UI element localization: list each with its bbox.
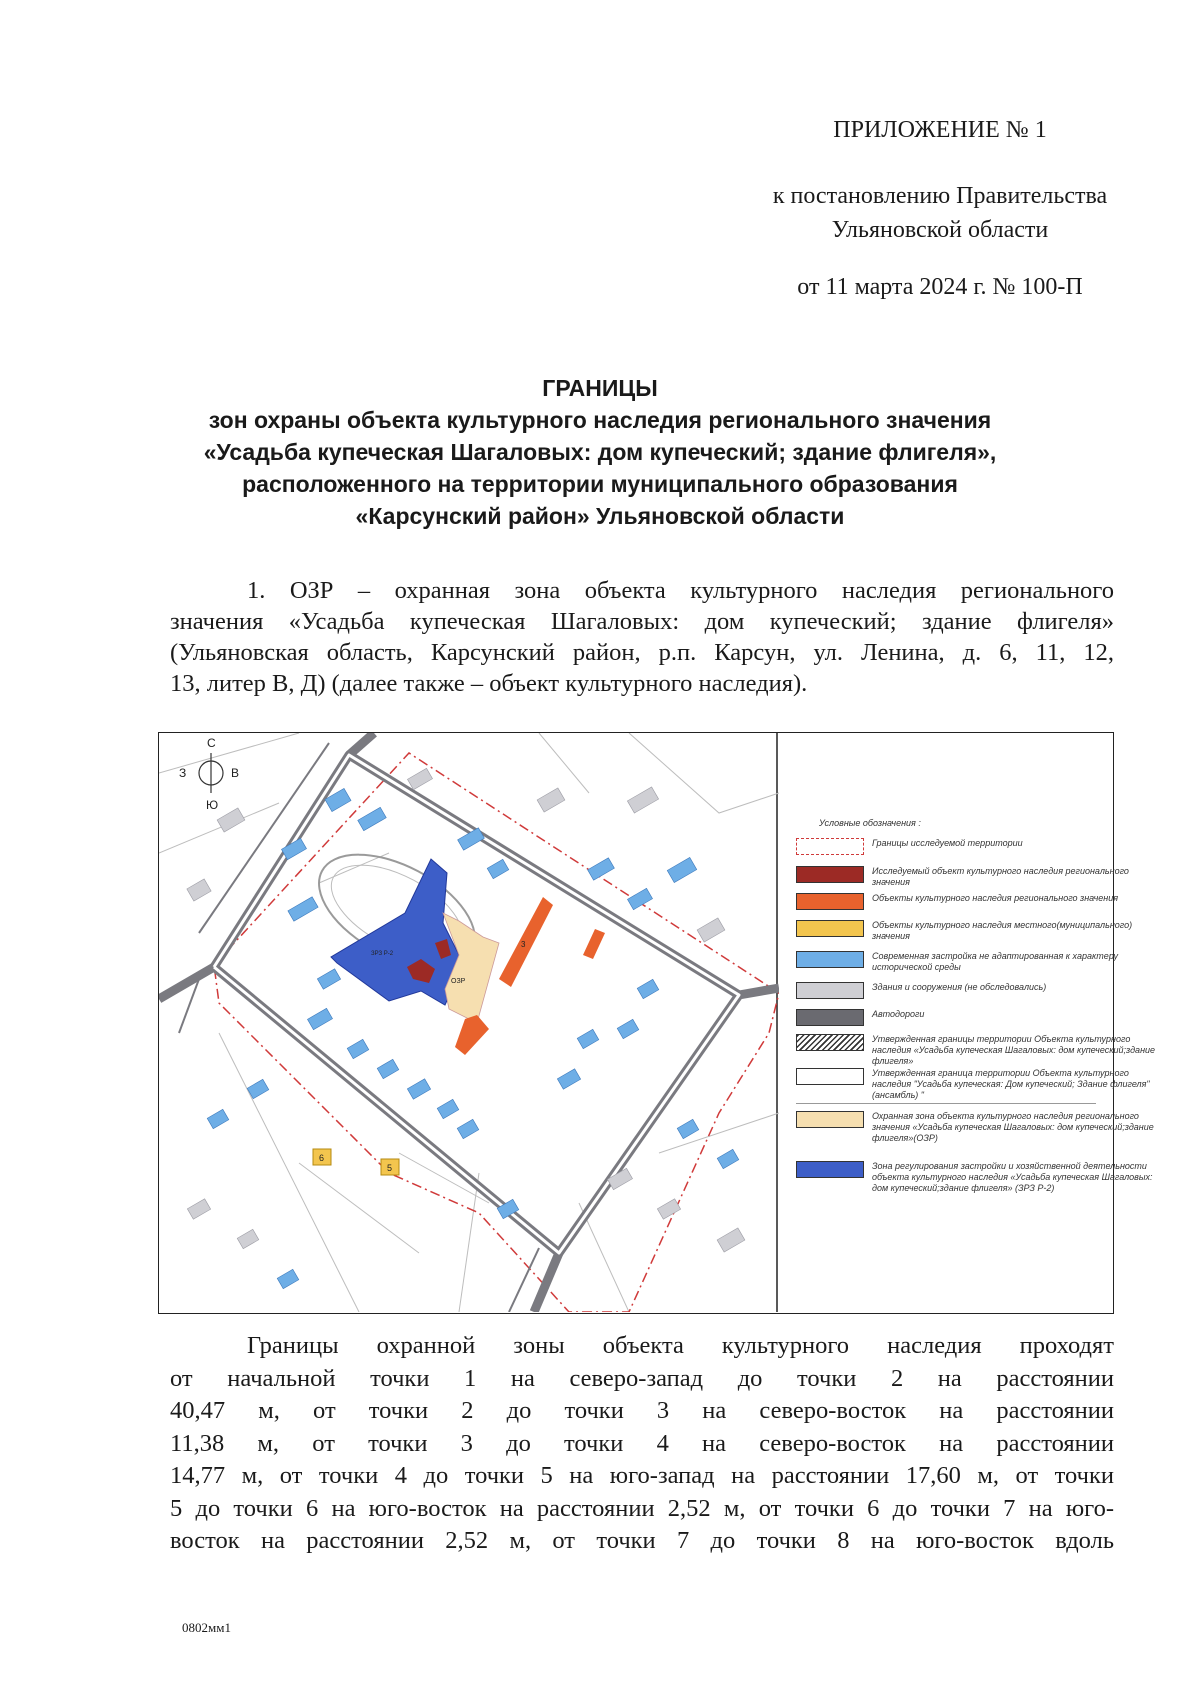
legend-label: Охранная зона объекта культурного наследия регионального значения «Усадьба купеческая Шагаловых: дом купеческий;здание флигеля»(ОЗР) <box>872 1111 1154 1143</box>
resolution-line2: Ульяновской области <box>831 217 1049 243</box>
legend-title: Условные обозначения : <box>819 818 921 828</box>
section2-line7: восток на расстоянии 2,52 м, от точки 7 до точки 8 на юго-восток вдоль <box>170 1527 1114 1554</box>
section1-line4: 13, литер В, Д) (далее также – объект культурного наследия). <box>170 670 808 697</box>
legend-separator <box>796 1103 1096 1104</box>
section2-line2: от начальной точки 1 на северо-запад до точки 2 на расстоянии <box>170 1364 1114 1392</box>
document-code: 0802мм1 <box>182 1620 231 1635</box>
heritage-number-5: 5 <box>387 1163 393 1173</box>
ozr-label: ОЗР <box>451 978 466 985</box>
section2-line3: 40,47 м, от точки 2 до точки 3 на северо-восток на расстоянии <box>170 1397 1114 1424</box>
legend-label: Объекты культурного наследия регионального значения <box>872 893 1119 903</box>
section2-line4: 11,38 м, от точки 3 до точки 4 на северо-восток на расстоянии <box>170 1429 1114 1457</box>
map-drawing <box>159 733 779 1312</box>
legend-label: Границы исследуемой территории <box>872 838 1023 848</box>
section2-line5: 14,77 м, от точки 4 до точки 5 на юго-запад на расстоянии 17,60 м, от точки <box>170 1462 1114 1489</box>
compass-west: З <box>179 766 187 780</box>
section1-line3: (Ульяновская область, Карсунский район, р.п. Карсун, ул. Ленина, д. 6, 11, 12, <box>170 639 1114 666</box>
heritage-number-3: 3 <box>521 940 526 949</box>
legend-label: Утвержденная граница территории Объекта культурного наследия "Усадьба купеческая: Дом купеческий; Здание флигеля"(ансамбль) " <box>872 1068 1150 1100</box>
legend-swatch <box>796 866 864 883</box>
title-line2: зон охраны объекта культурного наследия регионального значения <box>208 407 992 433</box>
document-title <box>150 372 1050 532</box>
appendix-label: ПРИЛОЖЕНИЕ № 1 <box>833 117 1047 143</box>
legend-swatch <box>796 838 864 855</box>
zrz-label: ЗРЗ Р-2 <box>371 951 394 957</box>
resolution-date <box>740 270 1140 304</box>
legend-swatch <box>796 1034 864 1051</box>
resolution-line1: к постановлению Правительства <box>772 183 1108 209</box>
legend-swatch <box>796 1161 864 1178</box>
section2-line1: Границы охранной зоны объекта культурного наследия проходят <box>247 1332 1114 1359</box>
legend-label: Объекты культурного наследия местного(муниципального) значения <box>872 920 1133 941</box>
resolution-date-text: от 11 марта 2024 г. № 100-П <box>797 274 1083 300</box>
section1-paragraph <box>170 575 1114 699</box>
compass-north: С <box>207 736 216 750</box>
legend-swatch <box>796 920 864 937</box>
compass-south: Ю <box>206 798 219 812</box>
legend-label: Зона регулирования застройки и хозяйственной деятельности объекта культурного наследия «Усадьба купеческая Шагаловых: дом купеческий;здание флигеля» (ЗРЗ Р-2) <box>872 1161 1153 1193</box>
legend-label: Автодороги <box>872 1009 925 1019</box>
title-line1: ГРАНИЦЫ <box>542 375 658 401</box>
section1-line2: значения «Усадьба купеческая Шагаловых: дом купеческий; здание флигеля» <box>170 608 1114 635</box>
section1-line1: 1. ОЗР – охранная зона объекта культурного наследия регионального <box>247 577 1114 604</box>
legend-label: Исследуемый объект культурного наследия регионального значения <box>872 866 1129 887</box>
legend-swatch <box>796 1068 864 1085</box>
section2-line6: 5 до точки 6 на юго-восток на расстоянии 2,52 м, от точки 6 до точки 7 на юго- <box>170 1494 1114 1522</box>
section2-paragraph <box>170 1330 1114 1558</box>
resolution-reference <box>740 179 1140 247</box>
zone-map <box>158 732 1114 1314</box>
legend-swatch <box>796 1111 864 1128</box>
legend-label: Современная застройка не адаптированная к характеру исторической среды <box>872 951 1119 972</box>
legend-swatch <box>796 893 864 910</box>
title-line3: «Усадьба купеческая Шагаловых: дом купеческий; здание флигеля», <box>203 439 997 465</box>
compass-east: В <box>231 766 240 780</box>
legend-swatch <box>796 951 864 968</box>
appendix-heading <box>800 113 1080 147</box>
legend-label: Утвержденная границы территории Объекта культурного наследия «Усадьба купеческая Шагаловых: дом купеческий;здание флигеля» <box>872 1034 1156 1066</box>
heritage-number-6: 6 <box>319 1153 325 1163</box>
legend-label: Здания и сооружения (не обследовались) <box>872 982 1047 992</box>
legend-swatch <box>796 1009 864 1026</box>
legend-swatch <box>796 982 864 999</box>
title-line5: «Карсунский район» Ульяновской области <box>355 503 845 529</box>
title-line4: расположенного на территории муниципального образования <box>242 471 958 497</box>
